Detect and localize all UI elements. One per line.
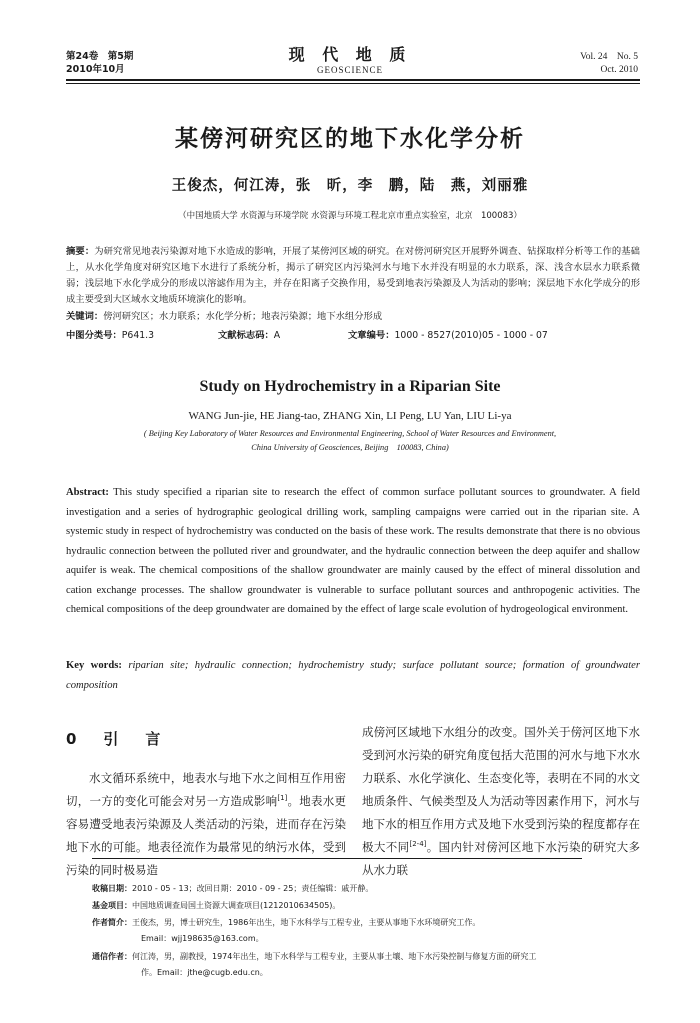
- received-value: 2010 - 05 - 13；改回日期：2010 - 09 - 25；责任编辑：戚开静。: [132, 884, 374, 893]
- journal-name-cn: 现 代 地 质: [288, 45, 412, 64]
- corr-label: 通信作者：: [92, 952, 132, 961]
- citation-2-4: [2-4]: [409, 840, 427, 849]
- left-text-part-1: 水文循环系统中，地表水与地下水之间相互作用密切，一方的变化可能会对另一方造成影响: [66, 771, 346, 808]
- affiliation-en-line-2: China University of Geosciences, Beijing 100083, China): [251, 443, 449, 452]
- abstract-label-cn: 摘要：: [66, 246, 95, 257]
- journal-name-en: GEOSCIENCE: [317, 65, 383, 75]
- abstract-en: [66, 483, 640, 620]
- date-en: Oct. 2010: [600, 65, 638, 75]
- volume-en: Vol. 24 No. 5: [580, 52, 638, 62]
- corr-value: 何江涛，男，副教授，1974年出生，地下水科学与工程专业，主要从事土壤、地下水污染控制与修复方面的研究工: [132, 952, 537, 961]
- affiliation-cn: （中国地质大学 水资源与环境学院 水资源与环境工程北京市重点实验室，北京 100083）: [178, 211, 522, 221]
- left-text-part-2: 。地表水更容易遭受地表污染源及人类活动的污染，进而存在污染地下水的可能。地表径流作为最常见的纳污水体，受到污染的同时极易造: [66, 794, 347, 877]
- authors-en: WANG Jun-jie, HE Jiang-tao, ZHANG Xin, LI Peng, LU Yan, LIU Li-ya: [188, 410, 512, 422]
- article-label: 文章编号：: [348, 330, 395, 341]
- authors-cn: 王俊杰，何江涛，张 昕，李 鹏，陆 燕，刘丽雅: [171, 178, 529, 194]
- abstract-body-cn: 为研究常见地表污染源对地下水造成的影响，开展了某傍河区域的研究。在对傍河研究区开展野外调查、钻探取样分析等工作的基础上，从水化学角度对研究区地下水进行了系统分析，揭示了研究区内污染河水与地下水并没有明显的水力联系，深、浅含水层水力联系微弱；浅层地下水化学成分的形成以溶滤作用为主，并存在阳离子交换作用，易受到地表污染源及人为活动的影响；深层地下水化学成分的形成主要受到大区域水文地质环境演化的影响。: [66, 246, 640, 305]
- fund-label: 基金项目：: [92, 901, 132, 910]
- footnote-rule: [92, 858, 582, 859]
- abstract-cn: [66, 244, 640, 308]
- right-text-part-2: 。国内针对傍河区地下水污染的研究大多从水力联: [362, 840, 641, 877]
- abstract-label-en: Abstract:: [66, 487, 109, 498]
- paper-title-cn: 某傍河研究区的地下水化学分析: [175, 126, 525, 152]
- citation-1: [1]: [277, 794, 288, 803]
- article-value: 1000 - 8527(2010)05 - 1000 - 07: [394, 330, 548, 341]
- footnote-fund: [92, 899, 612, 913]
- classification-line: [66, 328, 640, 344]
- footnote-corresponding: [92, 950, 612, 964]
- keywords-label-en: Key words:: [66, 660, 122, 671]
- keywords-cn: [66, 309, 640, 325]
- author-label: 作者简介：: [92, 918, 132, 927]
- header-rule-thick: [66, 79, 640, 81]
- issue-info-en: [580, 51, 638, 77]
- class-value: P641.3: [121, 330, 155, 341]
- class-label: 中图分类号：: [66, 330, 122, 341]
- keywords-en: [66, 656, 640, 695]
- paper-title-en: Study on Hydrochemistry in a Riparian Site: [199, 378, 501, 395]
- keywords-body-cn: 傍河研究区；水力联系；水化学分析；地表污染源；地下水组分形成: [103, 311, 383, 322]
- abstract-body-en: This study specified a riparian site to research the effect of common surface pollutant sources to groundwater. A field investigation and a series of hydrographic geological drilling work, sampling campaigns were carried out in the riparian site. A systemic study in respect of hydrochemistry was conducted on the basis of these work. The results demonstrate that there is no obvious hydraulic connection between the polluted river and groundwater, and the hydraulic connection between the deep aquifer and shallow aquifer is weak. The chemical compositions of the shallow groundwater are mainly caused by the effect of mineral dissolution and cation exchange processes. The shallow groundwater is vulnerable to surface pollutant sources and anthropogenic activities. The chemical compositions of the deep groundwater are domained by the effect of large scale evolution of hydrogeological environment.: [66, 487, 640, 615]
- author-value: 王俊杰，男，博士研究生，1986年出生，地下水科学与工程专业，主要从事地下水环境研究工作。: [132, 918, 481, 927]
- doc-value: A: [273, 330, 281, 341]
- header-rule-thin: [66, 83, 640, 84]
- footnote-author: [92, 916, 612, 930]
- fund-value: 中国地质调查局国土资源大调查项目(1212010634505)。: [132, 901, 341, 910]
- footnote-corresponding-email: 作。Email：jthe@cugb.edu.cn。: [141, 968, 268, 977]
- section-heading-introduction: 0 引 言: [66, 730, 167, 748]
- volume-cn: 第24卷 第5期: [66, 51, 134, 62]
- affiliation-en-line-1: ( Beijing Key Laboratory of Water Resources and Environmental Engineering, School of Water Resources and Environment,: [143, 429, 557, 438]
- doc-label: 文献标志码：: [218, 330, 274, 341]
- affiliation-en: [0, 427, 700, 455]
- received-label: 收稿日期：: [92, 884, 132, 893]
- keywords-body-en: riparian site; hydraulic connection; hydrochemistry study; surface pollutant source; formation of groundwater composition: [66, 660, 640, 691]
- footnote-received: [92, 882, 612, 896]
- footnote-author-email: Email：wjj198635@163.com。: [141, 934, 264, 943]
- body-column-left: [66, 767, 346, 882]
- keywords-label-cn: 关键词：: [66, 311, 104, 322]
- right-text-part-1: 成傍河区域地下水组分的改变。国外关于傍河区地下水受到河水污染的研究角度包括大范围的河水与地下水水力联系、水化学演化、生态变化等，表明在不同的水文地质条件、气候类型及人为活动等因素作用下，河水与地下水的相互作用方式及地下水受到污染的程度都存在极大不同: [362, 725, 640, 854]
- date-cn: 2010年10月: [66, 64, 125, 75]
